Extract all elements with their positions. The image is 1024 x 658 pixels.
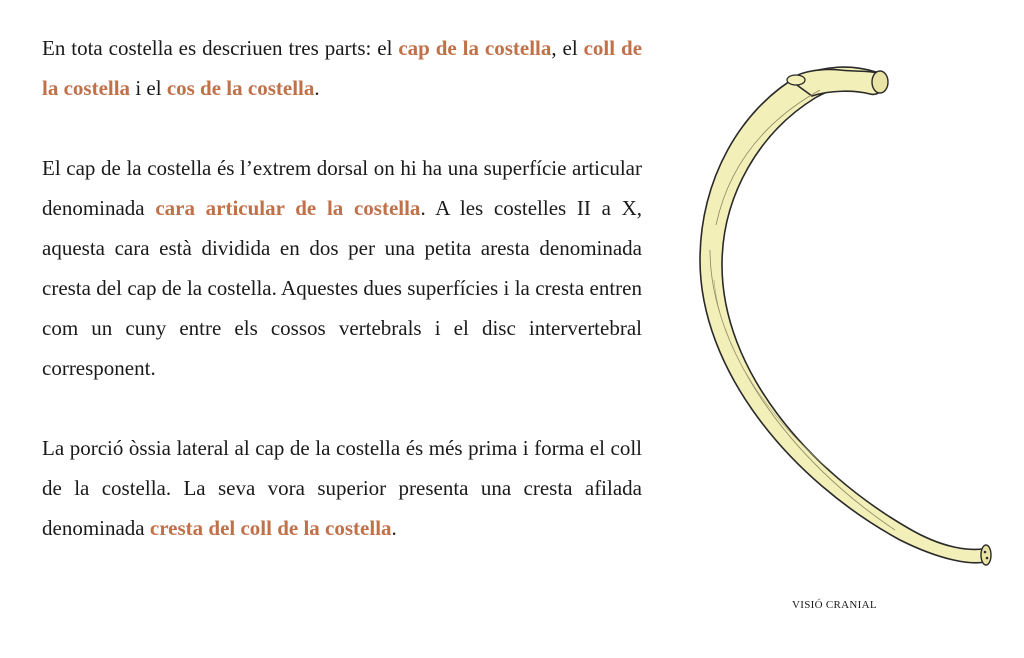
- term-coll-de-la-costella[interactable]: coll de la costella: [42, 36, 643, 100]
- paragraph: [42, 148, 642, 388]
- rib-tubercle: [787, 75, 805, 85]
- rib-body: [700, 67, 988, 563]
- text-segment: .: [314, 76, 320, 100]
- term-cos-de-la-costella[interactable]: cos de la costella: [166, 76, 315, 100]
- paragraph: [42, 28, 642, 108]
- text-segment: . A les costelles II a X, aquesta cara està dividida en dos per una petita aresta denominada cresta del cap de la costella. Aquestes dues superfícies i la cresta entren com un cuny entre els cossos vertebrals i el disc intervertebral corresponent.: [42, 196, 642, 380]
- text-segment: En tota costella es descriuen tres parts: el: [42, 36, 399, 60]
- figure-caption: VISIÓ CRANIAL: [792, 599, 877, 611]
- text-segment: El cap de la costella és l’extrem dorsal on hi ha una superfície articular denominada: [42, 156, 642, 220]
- text-segment: .: [391, 516, 397, 540]
- term-cresta-del-coll-de-la-costella[interactable]: cresta del coll de la costella: [149, 516, 392, 540]
- rib-head-articular-face: [872, 71, 888, 93]
- rib-illustration: [680, 50, 1010, 590]
- text-segment: La porció òssia lateral al cap de la costella és més prima i forma el coll de la costella. La seva vora superior presenta una cresta afilada denominada: [42, 436, 642, 540]
- rib-sternal-end-dot: [984, 551, 987, 554]
- paragraph: [42, 428, 642, 548]
- rib-sternal-end: [981, 545, 991, 565]
- text-segment: i el: [130, 76, 167, 100]
- article-text: [42, 28, 642, 588]
- term-cap-de-la-costella[interactable]: cap de la costella: [398, 36, 552, 60]
- term-cara-articular-de-la-costella[interactable]: cara articular de la costella: [155, 196, 421, 220]
- rib-bone-svg: [680, 50, 1010, 590]
- rib-sternal-end-dot: [986, 557, 989, 560]
- rib-texture: [710, 250, 895, 530]
- text-segment: , el: [551, 36, 584, 60]
